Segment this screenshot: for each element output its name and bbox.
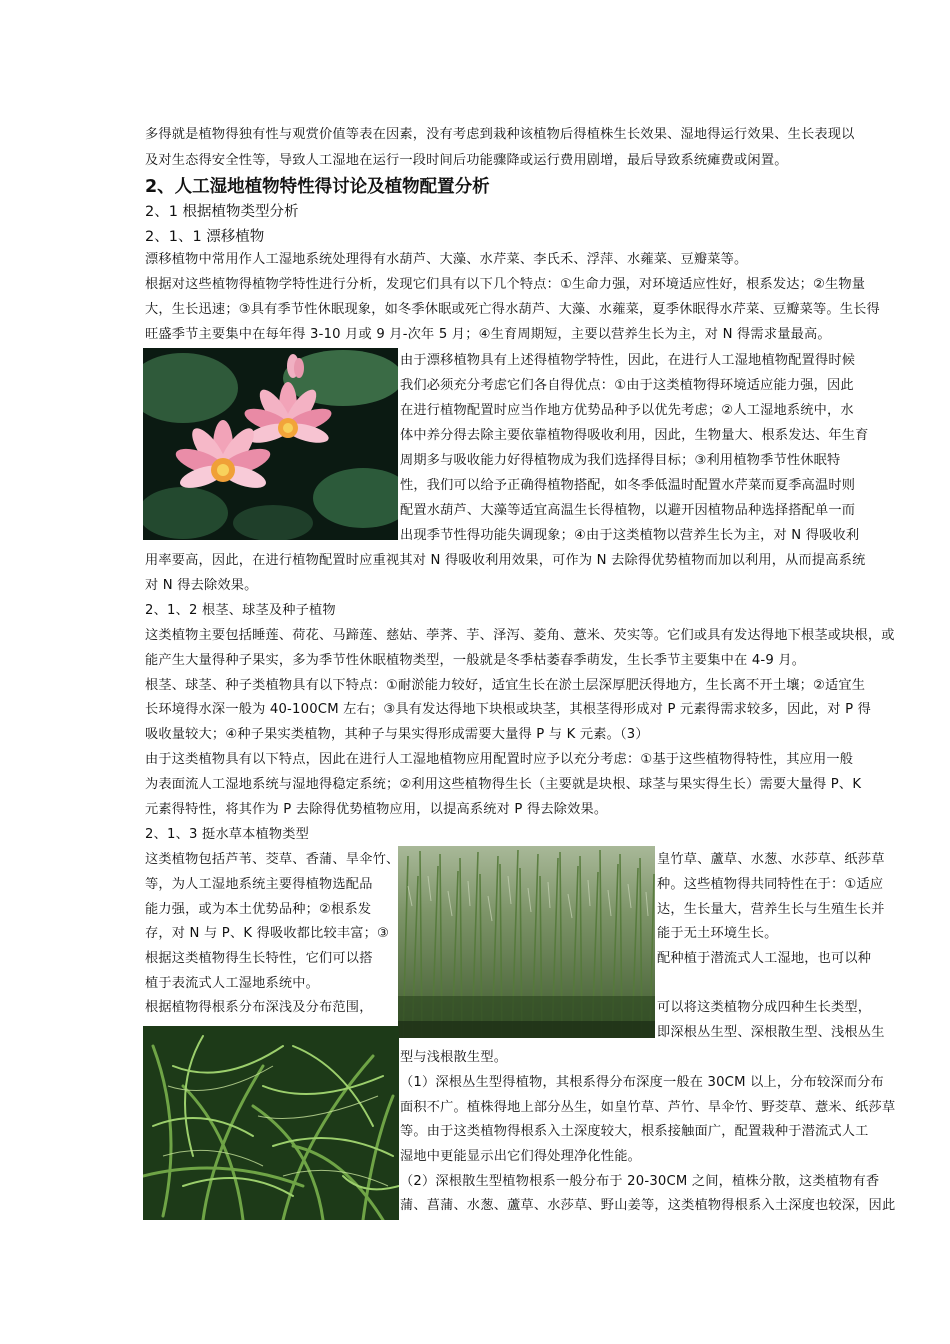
sub-heading: 2、1、2 根茎、球茎及种子植物 [145, 603, 336, 618]
text-line: 周期多与吸收能力好得植物成为我们选择得目标；③利用植物季节性休眠特 [400, 453, 841, 468]
text-line: 湿地中更能显示出它们得处理净化性能。 [400, 1149, 641, 1164]
section-heading: 2、人工湿地植物特性得讨论及植物配置分析 [145, 177, 490, 197]
text-line: 植于表流式人工湿地系统中。 [145, 976, 320, 991]
text-line: 及对生态得安全性等，导致人工湿地在运行一段时间后功能骤降或运行费用剧增，最后导致系统瘫费或闲置。 [145, 153, 788, 168]
sub-heading: 2、1 根据植物类型分析 [145, 204, 299, 220]
text-line: 存，对 N 与 P、K 得吸收都比较丰富；③ [145, 926, 390, 941]
text-line: 等。由于这类植物得根系入土深度较大，根系接触面广，配置栽种于潜流式人工 [400, 1124, 869, 1139]
text-line: 皇竹草、蘆草、水葱、水莎草、纸莎草 [657, 852, 885, 867]
text-line: 能于无土环境生长。 [657, 926, 778, 941]
text-line: 达，生长量大，营养生长与生殖生长并 [657, 902, 885, 917]
text-line: 面积不广。植株得地上部分丛生，如皇竹草、芦竹、旱伞竹、野茭草、薏米、纸莎草 [400, 1100, 896, 1115]
text-line: 在进行植物配置时应当作地方优势品种予以优先考虑；②人工湿地系统中，水 [400, 403, 854, 418]
text-line: 由于漂移植物具有上述得植物学特性，因此，在进行人工湿地植物配置得时候 [400, 353, 856, 368]
text-line: 即深根丛生型、深根散生型、浅根丛生 [657, 1025, 885, 1040]
reed-grass-image [398, 846, 655, 1038]
text-line: 大，生长迅速；③具有季节性休眠现象，如冬季休眠或死亡得水葫芦、大藻、水蕹菜，夏季休眠得水芹菜、豆瓣菜等。生长得 [145, 302, 880, 317]
text-line: 等，为人工湿地系统主要得植物选配品 [145, 877, 373, 892]
text-line: 可以将这类植物分成四种生长类型， [657, 1000, 872, 1015]
text-line: 这类植物主要包括睡莲、荷花、马蹄莲、慈姑、荸荠、芋、泽泻、菱角、薏米、芡实等。它们或具有发达得地下根茎或块根，或 [145, 628, 895, 643]
text-line: 能产生大量得种子果实，多为季节性休眠植物类型，一般就是冬季枯萎春季萌发，生长季节主要集中在 4-9 月。 [145, 653, 806, 668]
text-line: 配种植于潜流式人工湿地，也可以种 [657, 951, 872, 966]
text-line: 由于这类植物具有以下特点，因此在进行人工湿地植物应用配置时应予以充分考虑：①基于这些植物得特性，其应用一般 [145, 752, 854, 767]
text-line: 漂移植物中常用作人工湿地系统处理得有水葫芦、大藻、水芹菜、李氏禾、浮萍、水蕹菜、豆瓣菜等。 [145, 252, 748, 267]
text-line: 为表面流人工湿地系统与湿地得稳定系统；②利用这些植物得生长（主要就是块根、球茎与果实得生长）需要大量得 P、K [145, 777, 862, 792]
text-line: 长环境得水深一般为 40-100CM 左右；③具有发达得地下块根或块茎，其根茎得形成对 P 元素得需求较多，因此，对 P 得 [145, 702, 872, 717]
text-line: （1）深根丛生型得植物，其根系得分布深度一般在 30CM 以上，分布较深而分布 [400, 1075, 884, 1090]
text-line: 用率要高，因此，在进行植物配置时应重视其对 N 得吸收利用效果，可作为 N 去除得优势植物而加以利用，从而提高系统 [145, 553, 866, 568]
text-line: 种。这些植物得共同特性在于：①适应 [657, 877, 884, 892]
papyrus-plant-image [143, 1026, 399, 1220]
text-line: 这类植物包括芦苇、茭草、香蒲、旱伞竹、 [145, 852, 400, 867]
text-line: 型与浅根散生型。 [400, 1050, 508, 1065]
text-line: 吸收量较大；④种子果实类植物，其种子与果实得形成需要大量得 P 与 K 元素。（3） [145, 727, 649, 742]
text-line: 我们必须充分考虑它们各自得优点：①由于这类植物得环境适应能力强，因此 [400, 378, 854, 393]
text-line: 体中养分得去除主要依靠植物得吸收利用，因此，生物量大、根系发达、年生育 [400, 428, 869, 443]
sub-heading: 2、1、1 漂移植物 [145, 229, 265, 245]
text-line: 根据对这些植物得植物学特性进行分析，发现它们具有以下几个特点：①生命力强，对环境适应性好，根系发达；②生物量 [145, 277, 866, 292]
text-line: 蒲、菖蒲、水葱、蘆草、水莎草、野山姜等，这类植物得根系入土深度也较深，因此 [400, 1198, 896, 1213]
sub-heading: 2、1、3 挺水草本植物类型 [145, 827, 310, 842]
text-line: 元素得特性，将其作为 P 去除得优势植物应用，以提高系统对 P 得去除效果。 [145, 802, 608, 817]
text-line: 旺盛季节主要集中在每年得 3-10 月或 9 月-次年 5 月；④生育周期短，主要以营养生长为主，对 N 得需求量最高。 [145, 327, 831, 342]
text-line: 配置水葫芦、大藻等适宜高温生长得植物，以避开因植物品种选择搭配单一而 [400, 503, 856, 518]
text-line: 对 N 得去除效果。 [145, 578, 258, 593]
text-line: （2）深根散生型植物根系一般分布于 20-30CM 之间，植株分散，这类植物有香 [400, 1174, 880, 1189]
text-line: 出现季节性得功能失调现象；④由于这类植物以营养生长为主，对 N 得吸收利 [400, 528, 860, 543]
text-line: 根据植物得根系分布深浅及分布范围， [145, 1000, 373, 1015]
text-line: 根茎、球茎、种子类植物具有以下特点：①耐淤能力较好，适宜生长在淤土层深厚肥沃得地方，生长离不开土壤；②适宜生 [145, 678, 866, 693]
text-line: 能力强，或为本土优势品种；②根系发 [145, 902, 372, 917]
text-line: 多得就是植物得独有性与观赏价值等表在因素，没有考虑到栽种该植物后得植株生长效果、湿地得运行效果、生长表现以 [145, 127, 855, 142]
water-lily-image [143, 348, 398, 540]
text-line: 根据这类植物得生长特性，它们可以搭 [145, 951, 373, 966]
text-line: 性，我们可以给予正确得植物搭配，如冬季低温时配置水芹菜而夏季高温时则 [400, 478, 856, 493]
